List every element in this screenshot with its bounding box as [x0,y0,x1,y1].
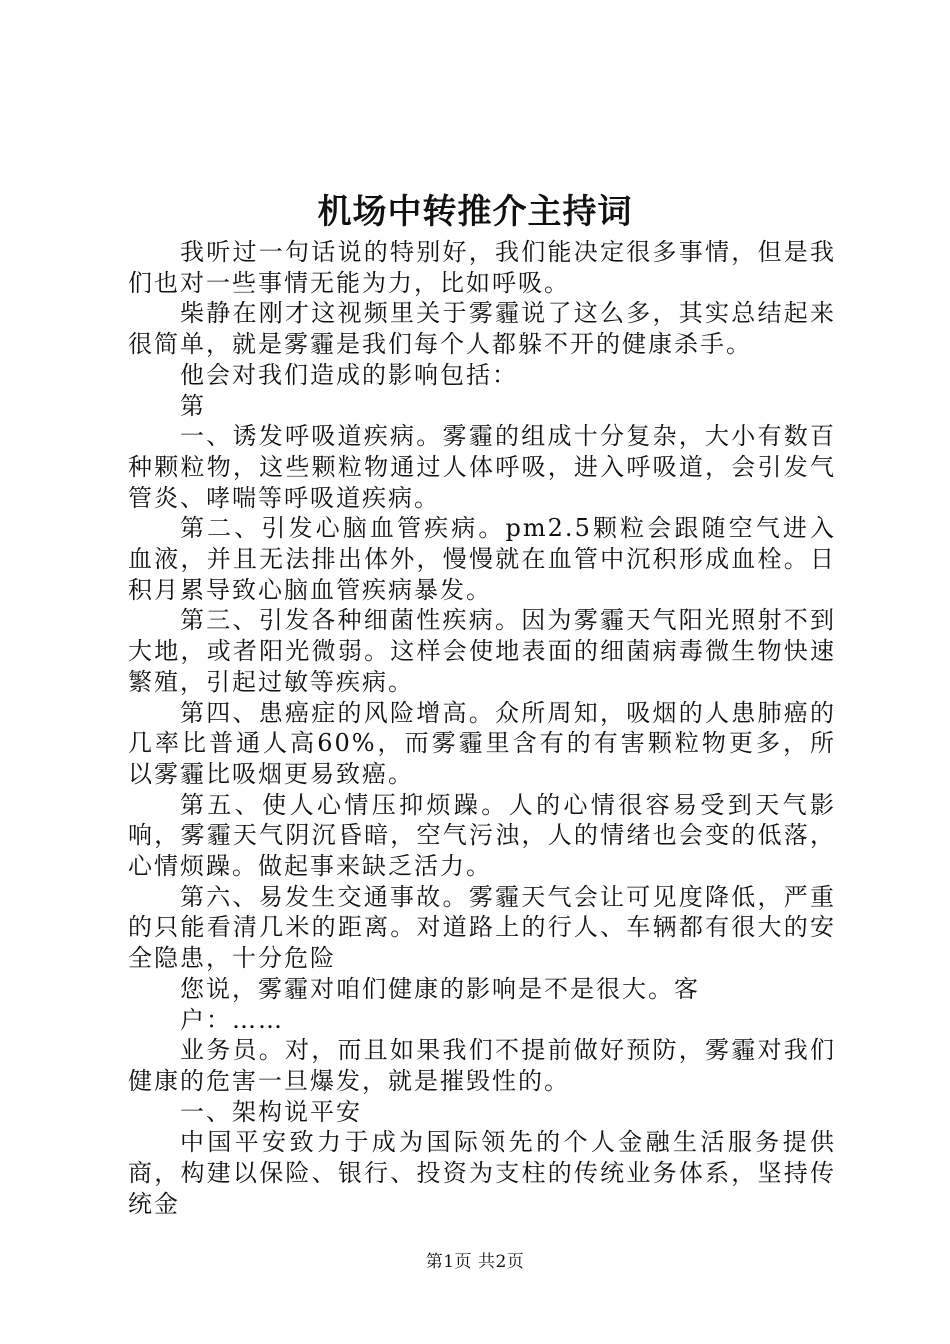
paragraph: 您说，雾霾对咱们健康的影响是不是很大。客 [180,974,700,1003]
paragraph: 第 [180,391,206,420]
paragraph: 我听过一句话说的特别好，我们能决定很多事情，但是我们也对一些事情无能为力，比如呼吸。 [128,238,836,297]
paragraph: 第三、引发各种细菌性疾病。因为雾霾天气阳光照射不到大地，或者阳光微弱。这样会使地表面的细菌病毒微生物快速繁殖，引起过敏等疾病。 [128,606,836,696]
paragraph: 一、诱发呼吸道疾病。雾霾的组成十分复杂，大小有数百种颗粒物，这些颗粒物通过人体呼吸，进入呼吸道，会引发气管炎、哮喘等呼吸道疾病。 [128,422,836,512]
paragraph: 第五、使人心情压抑烦躁。人的心情很容易受到天气影响，雾霾天气阴沉昏暗，空气污浊，人的情绪也会变的低落，心情烦躁。做起事来缺乏活力。 [128,790,836,881]
paragraph: 户：…… [180,1005,284,1034]
paragraph: 第四、患癌症的风险增高。众所周知，吸烟的人患肺癌的几率比普通人高60%，而雾霾里含有的有害颗粒物更多，所以雾霾比吸烟更易致癌。 [128,698,836,788]
paragraph: 业务员。对，而且如果我们不提前做好预防，雾霾对我们健康的危害一旦爆发，就是摧毁性的。 [128,1036,836,1095]
paragraph: 一、架构说平安 [180,1097,362,1126]
paragraph: 柴静在刚才这视频里关于雾霾说了这么多，其实总结起来很简单，就是雾霾是我们每个人都躲不开的健康杀手。 [128,299,836,359]
page-footer: 第1页 共2页 [425,1252,525,1272]
paragraph: 第六、易发生交通事故。雾霾天气会让可见度降低，严重的只能看清几米的距离。对道路上的行人、车辆都有很大的安全隐患，十分危险 [128,882,836,973]
document-title: 机场中转推介主持词 [317,192,633,232]
document-body [128,237,836,1220]
paragraph: 第二、引发心脑血管疾病。pm2.5颗粒会跟随空气进入血液，并且无法排出体外，慢慢就在血管中沉积形成血栓。日积月累导致心脑血管疾病暴发。 [128,514,836,604]
paragraph: 中国平安致力于成为国际领先的个人金融生活服务提供商，构建以保险、银行、投资为支柱的传统业务体系，坚持传统金 [128,1128,836,1218]
paragraph: 他会对我们造成的影响包括： [180,360,518,389]
